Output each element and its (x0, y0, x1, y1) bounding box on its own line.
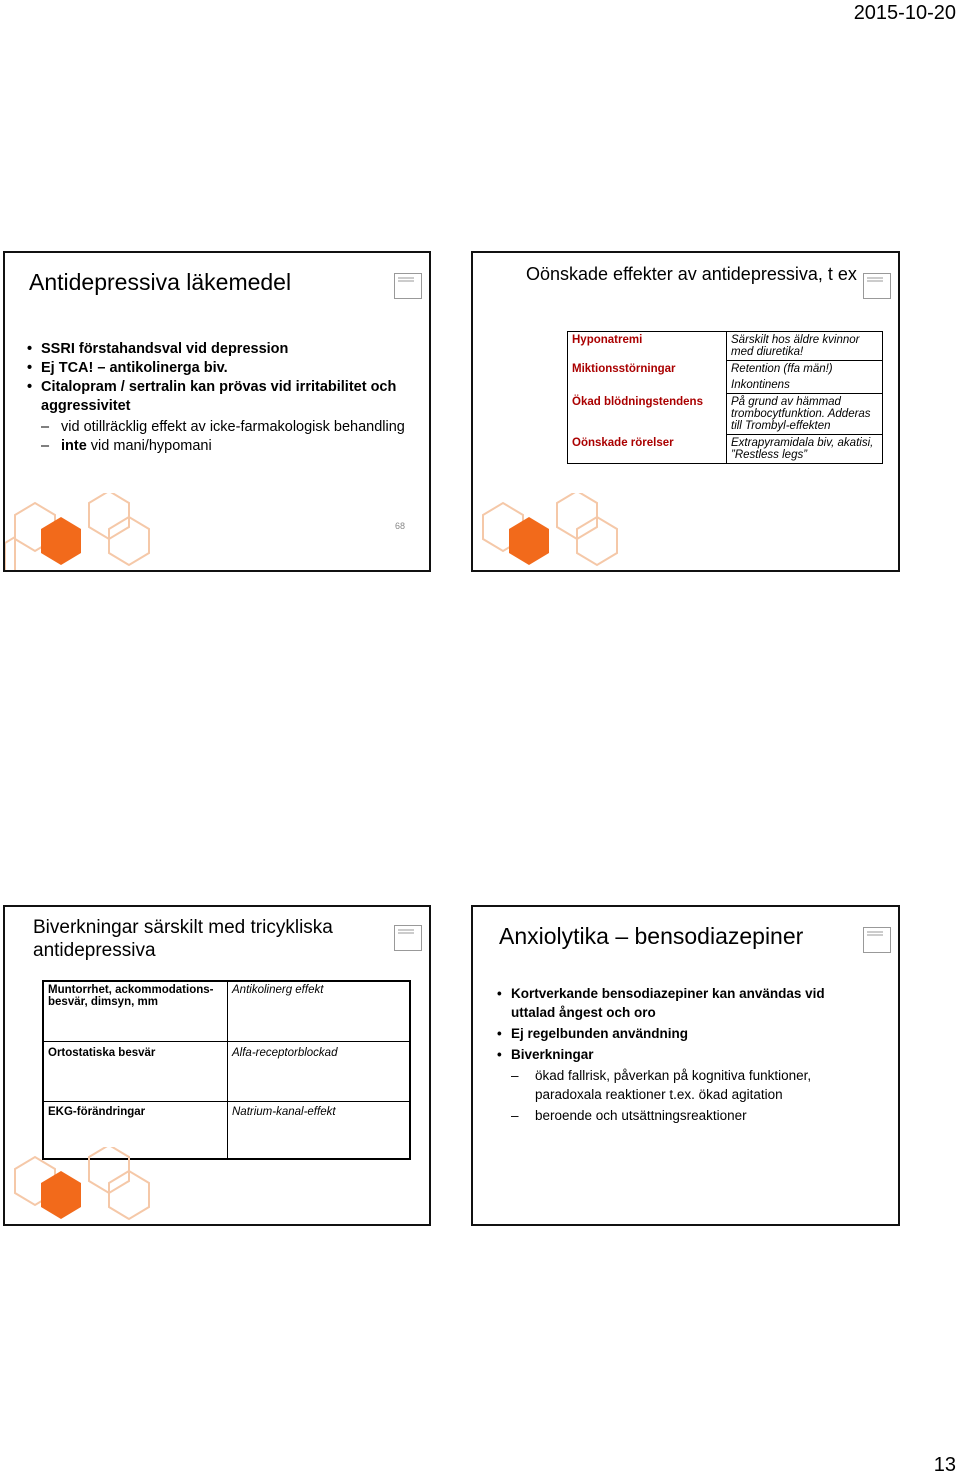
table-cell: På grund av hämmad trombocytfunktion. Adderas till Trombyl-effekten (727, 394, 883, 435)
table-row (568, 394, 883, 435)
hexagon-decoration (473, 493, 673, 572)
list-item: – beroende och utsättningsreaktioner (497, 1106, 857, 1125)
slide-oonskade-effekter (471, 251, 900, 572)
list-item: – vid otillräcklig effekt av icke-farmakologisk behandling (27, 418, 407, 437)
table-row (568, 435, 883, 464)
table-cell (568, 377, 727, 394)
table-cell: Extrapyramidala biv, akatisi, ”Restless legs” (727, 435, 883, 464)
table-row (568, 332, 883, 361)
list-item: • SSRI förstahandsval vid depression (27, 340, 407, 359)
list-item-text: vid mani/hypomani (86, 438, 212, 454)
table-cell: Retention (ffa män!) (727, 361, 883, 378)
effects-table (567, 331, 883, 464)
table-cell: Hyponatremi (568, 332, 727, 361)
list-item: • Citalopram / sertralin kan prövas vid irritabilitet och aggressivitet (27, 378, 407, 416)
bullet-list (497, 984, 857, 1125)
logo-icon (394, 273, 422, 299)
table-cell: Inkontinens (727, 377, 883, 394)
table-cell: Ortostatiska besvär (43, 1041, 228, 1101)
slide-title: Antidepressiva läkemedel (29, 269, 292, 295)
slide-number: 68 (395, 521, 406, 531)
table-row (43, 1041, 410, 1101)
list-item: • Ej TCA! – antikolinerga biv. (27, 359, 407, 378)
slide-title: Oönskade effekter av antidepressiva, t ex (526, 264, 857, 284)
list-item: • Biverkningar (497, 1045, 857, 1064)
slide-anxiolytika (471, 905, 900, 1226)
slide-biverkningar-tricykliska (3, 905, 431, 1226)
table-row (568, 377, 883, 394)
logo-icon (394, 925, 422, 951)
table-row (568, 361, 883, 378)
table-cell: Natrium-kanal-effekt (228, 1101, 411, 1159)
hexagon-decoration (5, 1147, 205, 1226)
hexagon-decoration (5, 493, 205, 572)
table-row (43, 981, 410, 1041)
table-cell: Särskilt hos äldre kvinnor med diuretika! (727, 332, 883, 361)
table-cell: Ökad blödningstendens (568, 394, 727, 435)
table-cell: Alfa-receptorblockad (228, 1041, 411, 1101)
list-item: • Ej regelbunden användning (497, 1024, 857, 1043)
logo-icon (863, 927, 891, 953)
slide-title: Biverkningar särskilt med tricykliska antidepressiva (33, 917, 333, 961)
page-number: 13 (933, 1454, 956, 1476)
side-effects-table (42, 980, 411, 1160)
list-item: – ökad fallrisk, påverkan på kognitiva funktioner, paradoxala reaktioner t.ex. ökad agitation (497, 1066, 857, 1104)
table-cell: Muntorrhet, ackommodations-besvär, dimsyn, mm (43, 981, 228, 1041)
page-date: 2015-10-20 (853, 2, 956, 24)
table-cell: Antikolinerg effekt (228, 981, 411, 1041)
slide-antidepressiva (3, 251, 431, 572)
logo-icon (863, 273, 891, 299)
table-cell: Oönskade rörelser (568, 435, 727, 464)
table-cell: EKG-förändringar (43, 1101, 228, 1159)
emphasis-text: inte (61, 438, 87, 454)
slide-title: Anxiolytika – bensodiazepiner (499, 923, 804, 949)
table-cell: Miktionsstörningar (568, 361, 727, 378)
bullet-list (27, 340, 407, 456)
list-item (27, 437, 407, 456)
list-item: • Kortverkande bensodiazepiner kan användas vid uttalad ångest och oro (497, 984, 857, 1022)
